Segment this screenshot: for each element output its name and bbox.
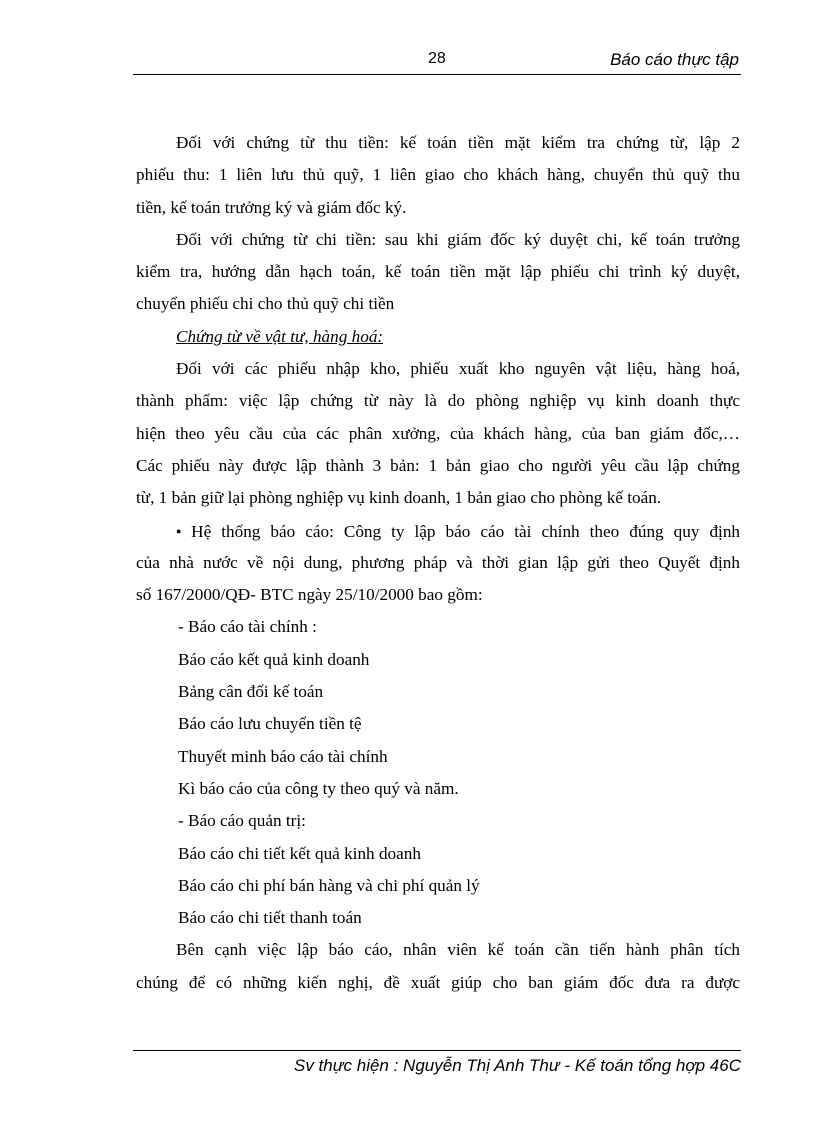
page-footer [133,1050,741,1076]
text-line: Đối với chứng từ chi tiền: sau khi giám đốc ký duyệt chi, kế toán trưởng [176,229,740,249]
text-line: chúng để có những kiến nghị, đề xuất giúp cho ban giám đốc đưa ra được [136,972,740,992]
page-number: 28 [428,50,446,67]
text-line: của nhà nước về nội dung, phương pháp và thời gian lập gửi theo Quyết định [136,552,740,572]
text-line: hiện theo yêu cầu của các phân xưởng, của khách hàng, của ban giám đốc,… [136,423,740,443]
paragraph-cash-payments [136,224,740,321]
paragraph-cash-receipts [136,127,740,224]
page-header [133,44,741,75]
text-line: Bên cạnh việc lập báo cáo, nhân viên kế toán cần tiến hành phân tích [176,940,740,960]
list-item: Báo cáo chi tiết kết quả kinh doanh [178,843,421,863]
financial-reports-list [136,644,740,805]
list-item: Thuyết minh báo cáo tài chính [178,746,388,766]
section-heading: Chứng từ về vật tư, hàng hoá: [176,326,384,346]
list-item: Báo cáo lưu chuyển tiền tệ [178,714,362,734]
document-body [136,127,740,999]
bullet-line: ● Hệ thống báo cáo: Công ty lập báo cáo tài chính theo đúng quy định [136,515,740,547]
text-line: phiếu thu: 1 liên lưu thủ quỹ, 1 liên giao cho khách hàng, chuyển thủ quỹ thu [136,165,740,185]
text-line: số 167/2000/QĐ- BTC ngày 25/10/2000 bao gồm: [136,585,483,605]
footer-text: Sv thực hiện : Nguyễn Thị Anh Thư - Kế toán tổng hợp 46C [294,1056,741,1075]
paragraph-inventory-documents [136,353,740,514]
text-line: Đối với chứng từ thu tiền: kế toán tiền mặt kiểm tra chứng từ, lập 2 [176,133,740,152]
text-line: Đối với các phiếu nhập kho, phiếu xuất kho nguyên vật liệu, hàng hoá, [176,359,740,379]
list-item: Kì báo cáo của công ty theo quý và năm. [178,778,459,798]
text-line: chuyển phiếu chi cho thủ quỹ chi tiền [136,294,395,314]
text-line: Các phiếu này được lập thành 3 bản: 1 bản giao cho người yêu cầu lập chứng [136,455,740,475]
management-reports-list [136,838,740,935]
text-line: từ, 1 bản giữ lại phòng nghiệp vụ kinh doanh, 1 bản giao cho phòng kế toán. [136,488,662,508]
list-item: Báo cáo kết quả kinh doanh [178,649,370,669]
paragraph-reporting-system [136,515,740,612]
text-line: thành phẩm: việc lập chứng từ này là do phòng nghiệp vụ kinh doanh thực [136,391,740,411]
list-item: Báo cáo chi phí bán hàng và chi phí quản lý [178,875,480,895]
text-line: kiểm tra, hướng dẫn hạch toán, kế toán tiền mặt lập phiếu chi trình ký duyệt, [136,262,740,282]
financial-reports-label: - Báo cáo tài chính : [178,617,317,637]
paragraph-report-analysis [136,934,740,999]
list-item: Bảng cân đối kế toán [178,682,324,702]
management-reports-label: - Báo cáo quản trị: [178,811,306,831]
text-line: tiền, kế toán trưởng ký và giám đốc ký. [136,197,407,217]
header-title: Báo cáo thực tập [610,50,739,69]
list-item: Báo cáo chi tiết thanh toán [178,908,362,928]
bullet-icon [176,522,191,541]
